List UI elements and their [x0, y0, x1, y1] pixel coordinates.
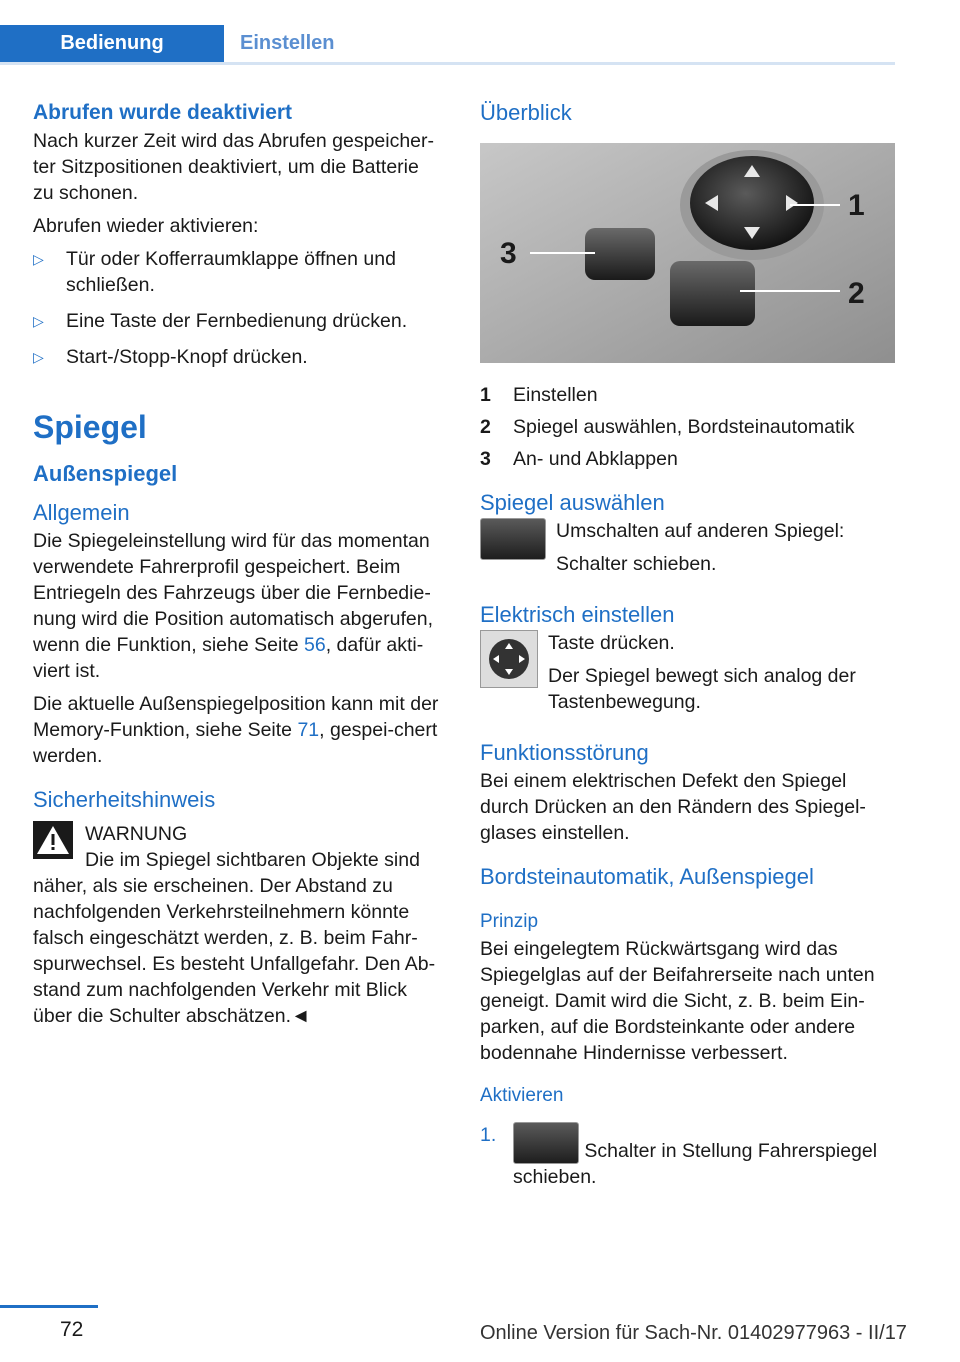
list-item: 1. Schalter in Stellung Fahrerspiegel schieben. [480, 1124, 878, 1188]
warning-text: näher, als sie erscheinen. Der Abstand zu nachfolgenden Verkehrsteilnehmern könnte falsch eingeschätzt werden, z. B. beim Fahr-spurwechsel. Es besteht Unfallgefahr. Den Ab-stand zum nachfolgenden Verkehr mit Blick über die Schulter abschätzen.◄ [33, 875, 436, 1027]
triangle-bullet-icon: ▷ [33, 349, 44, 365]
elektrisch-block: Taste drücken. Der Spiegel bewegt sich analog der Tastenbewegung. [480, 630, 895, 722]
list-item: 2 Spiegel auswählen, Bordsteinautomatik [480, 416, 855, 438]
heading-abrufen-deaktiviert: Abrufen wurde deaktiviert [33, 101, 293, 124]
page-link-56[interactable]: 56 [304, 634, 326, 656]
footer-divider [0, 1305, 98, 1308]
heading-sicherheitshinweis: Sicherheitshinweis [33, 787, 216, 812]
paragraph-aktivieren: Abrufen wieder aktivieren: [33, 215, 259, 237]
triangle-bullet-icon: ▷ [33, 313, 44, 329]
heading-funktionsstoerung: Funktionsstörung [480, 740, 649, 765]
paragraph-prinzip: Bei eingelegtem Rückwärtsgang wird das Spiegelglas auf der Beifahrerseite nach unten geneigt. Damit wird die Sicht, z. B. beim Ein-parken, auf die Bordsteinkante oder andere bodennahe Hindernisse verbessert. [480, 938, 875, 1064]
warning-box [33, 821, 443, 873]
warning-icon [33, 821, 73, 859]
heading-ueberblick: Überblick [480, 100, 572, 125]
paragraph-stoerung: Bei einem elektrischen Defekt den Spiegel durch Drücken an den Rändern des Spiegel-glases einstellen. [480, 770, 866, 844]
warning-title: WARNUNG [85, 823, 188, 845]
photo-label-3: 3 [500, 237, 517, 270]
photo-label-2: 2 [848, 277, 865, 310]
list-item: 3 An- und Abklappen [480, 448, 678, 470]
mirror-switch-icon [513, 1122, 579, 1164]
paragraph-allgemein-1: Die Spiegeleinstellung wird für das momentan verwendete Fahrerprofil gespeichert. Beim Entriegeln des Fahrzeugs über die Fernbedie-nung wird die Position automatisch abgerufen, wenn die Funktion, siehe Seite 56, dafür akti-viert ist. [33, 530, 433, 682]
numbered-legend [480, 382, 895, 472]
list-item: ▷ Eine Taste der Fernbedienung drücken. [33, 310, 408, 332]
list-item: 1 Einstellen [480, 384, 598, 406]
heading-prinzip: Prinzip [480, 911, 539, 932]
heading-elektrisch-einstellen: Elektrisch einstellen [480, 602, 675, 627]
heading-spiegel: Spiegel [33, 409, 147, 445]
mirror-switch-icon [480, 518, 546, 560]
header-tabs [0, 25, 895, 65]
mirror-adjust-button-icon [480, 630, 538, 688]
heading-bordsteinautomatik: Bordsteinautomatik, Außenspiegel [480, 864, 814, 889]
paragraph-allgemein-2: Die aktuelle Außenspiegelposition kann mit der Memory-Funktion, siehe Seite 71, gespei-chert werden. [33, 693, 439, 767]
footer-version: Online Version für Sach-Nr. 01402977963 - II/17 [480, 1322, 907, 1344]
photo-label-1: 1 [848, 189, 865, 222]
auswaehlen-block: Umschalten auf anderen Spiegel: Schalter schieben. [480, 518, 895, 584]
list-item: ▷ Tür oder Kofferraumklappe öffnen und schließen. [33, 248, 396, 296]
warning-text-first-line: Die im Spiegel sichtbaren Objekte sind [85, 849, 420, 871]
right-column [480, 100, 895, 1196]
page-link-71[interactable]: 71 [297, 719, 320, 741]
tab-einstellen[interactable]: Einstellen [240, 32, 335, 54]
left-column [33, 100, 443, 1036]
page-number: 72 [60, 1318, 84, 1341]
heading-allgemein: Allgemein [33, 500, 130, 525]
triangle-bullet-icon: ▷ [33, 251, 44, 267]
tab-bedienung[interactable]: Bedienung [0, 25, 224, 62]
heading-spiegel-auswaehlen: Spiegel auswählen [480, 490, 665, 515]
heading-aussenspiegel: Außenspiegel [33, 461, 178, 486]
mirror-control-photo [480, 143, 895, 363]
heading-aktivieren: Aktivieren [480, 1085, 564, 1106]
list-item: ▷ Start-/Stopp-Knopf drücken. [33, 346, 308, 368]
paragraph-deaktiviert: Nach kurzer Zeit wird das Abrufen gespeicher-ter Sitzpositionen deaktiviert, um die Batterie zu schonen. [33, 130, 435, 204]
